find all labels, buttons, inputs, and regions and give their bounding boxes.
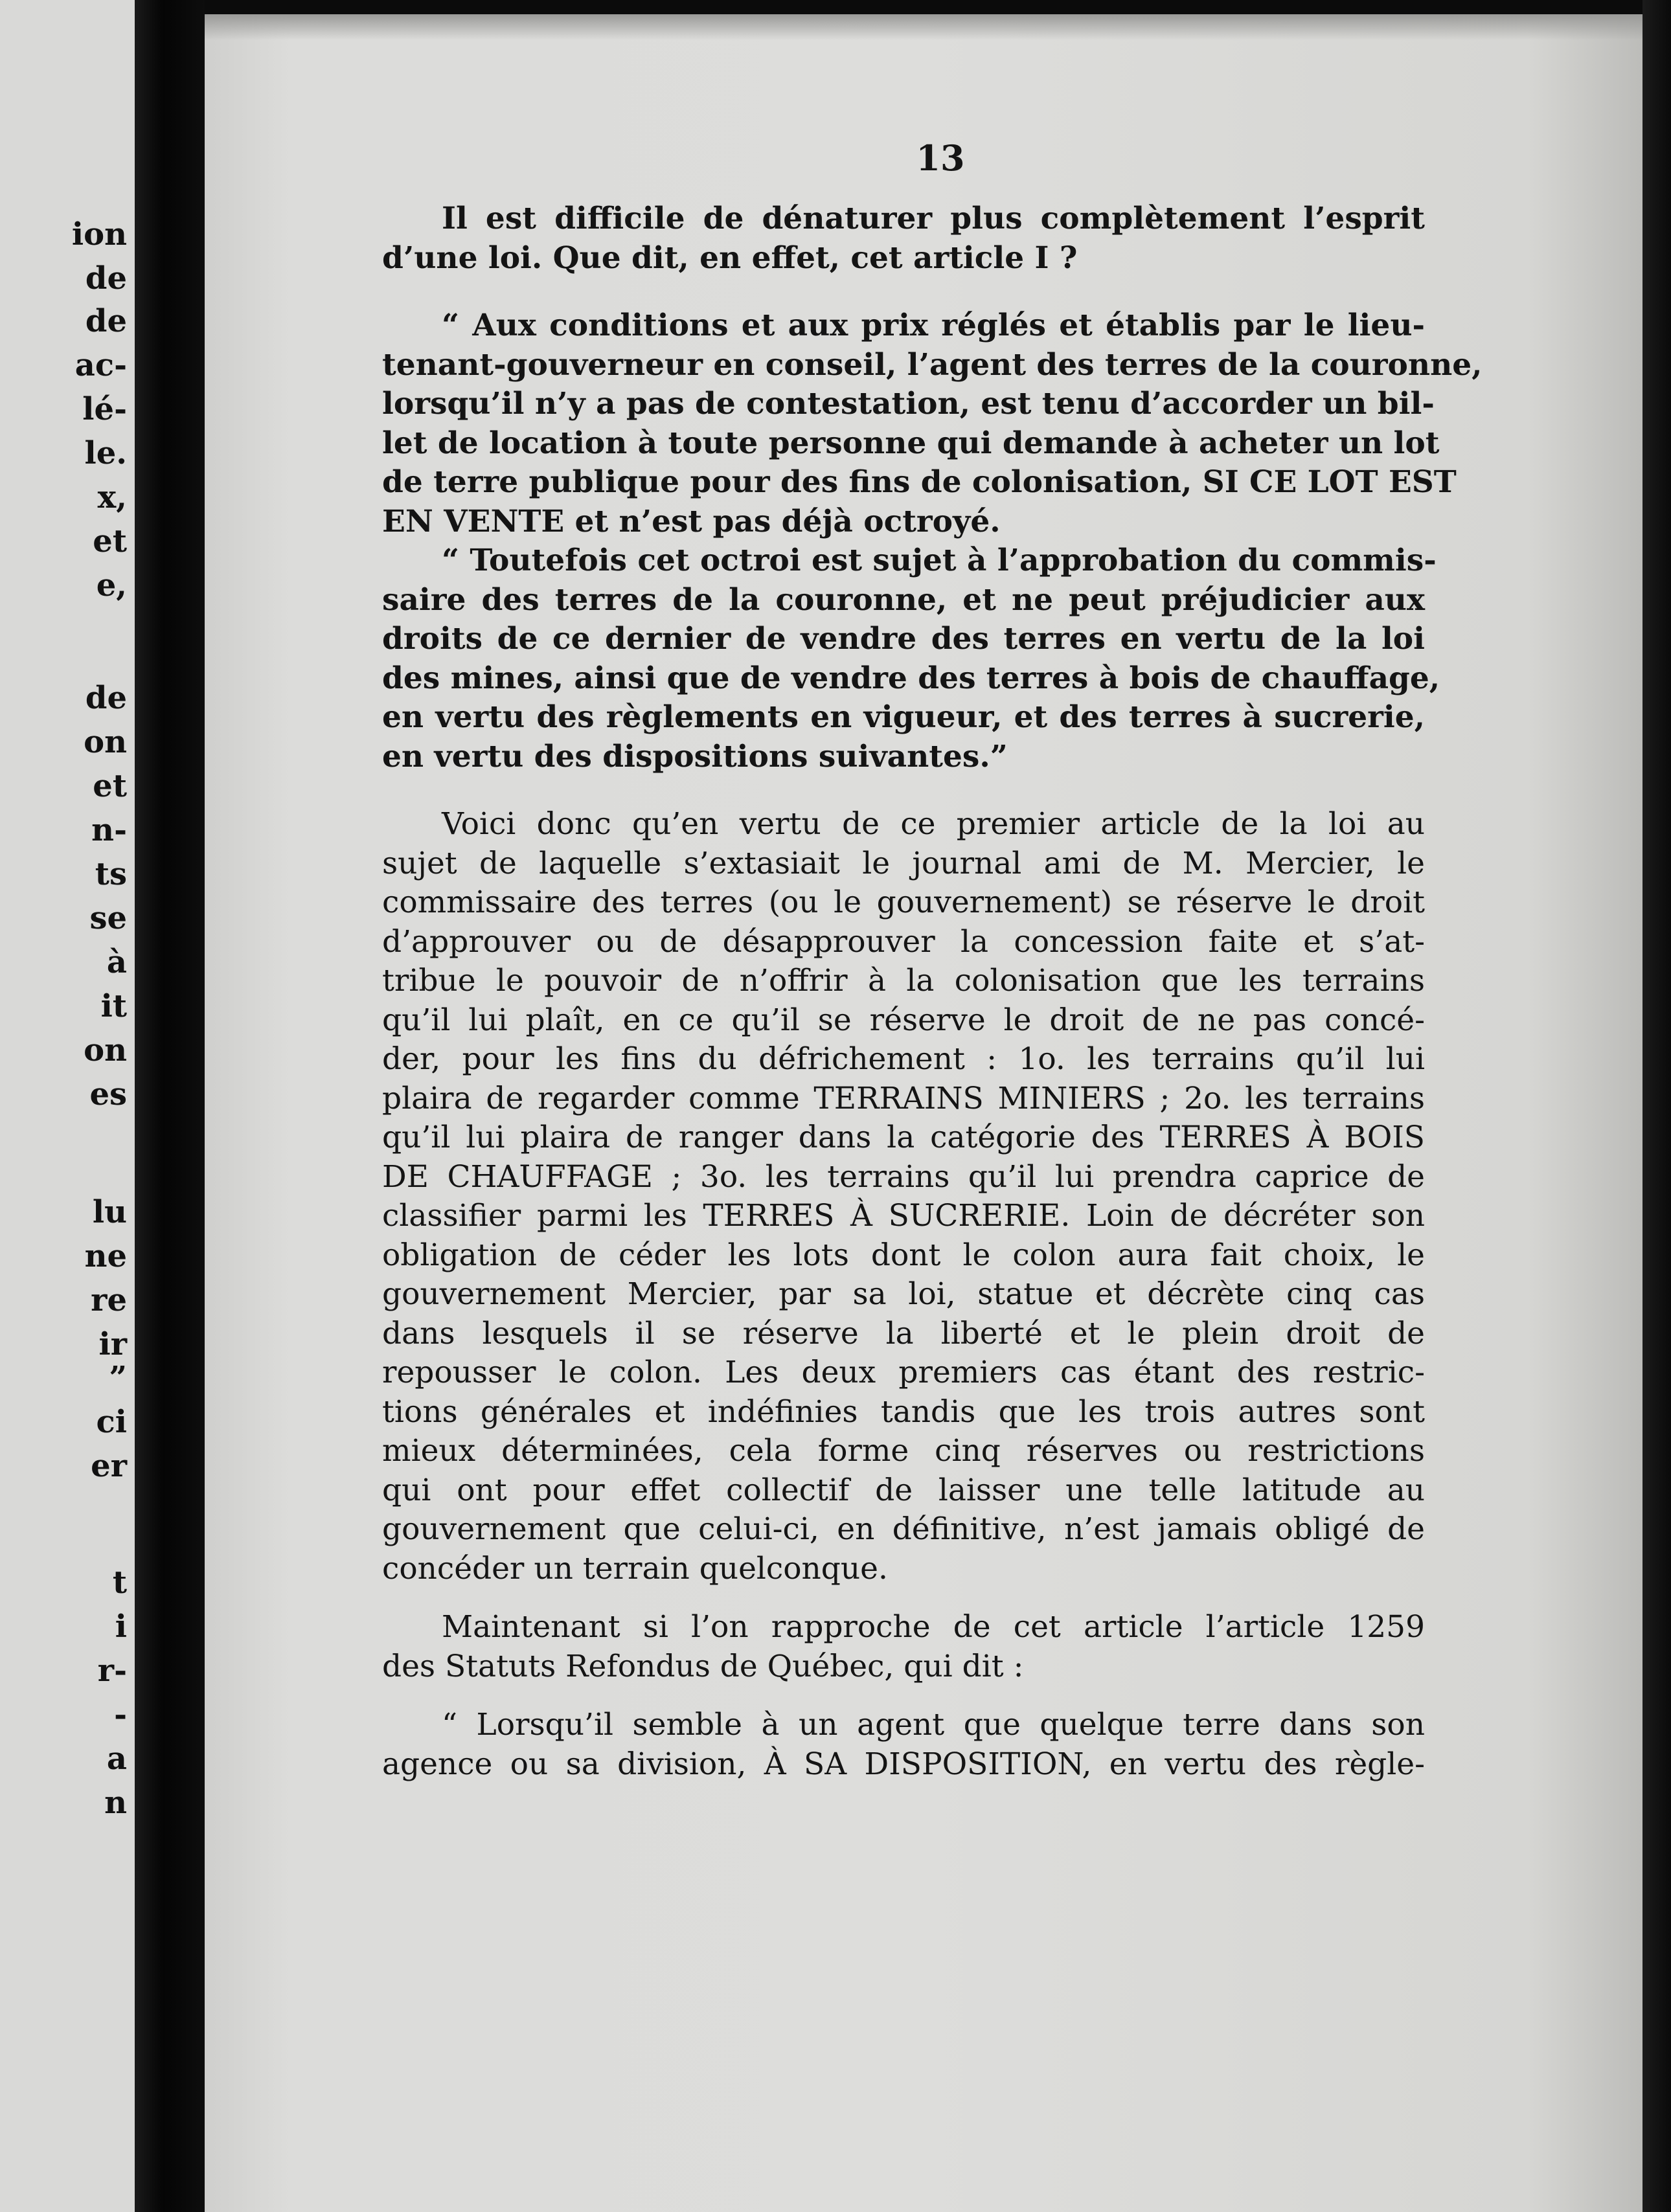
body-text — [382, 199, 1483, 1784]
text-line: mieux déterminées, cela forme cinq réserves ou restrictions — [382, 1433, 1425, 1469]
left-margin-fragment: r- — [97, 1653, 127, 1689]
paragraph-5 — [382, 1608, 1425, 1686]
text-line: qu’il lui plaira de ranger dans la catégorie des TERRES À BOIS — [382, 1120, 1425, 1155]
text-line: sujet de laquelle s’extasiait le journal ami de M. Mercier, le — [382, 845, 1425, 881]
left-margin-fragment: es — [89, 1076, 127, 1112]
text-line: DE CHAUFFAGE ; 3o. les terrains qu’il lui prendra caprice de — [382, 1158, 1425, 1195]
left-margin-fragment: lu — [92, 1194, 127, 1230]
text-line: lorsqu’il n’y a pas de contestation, est tenu d’accorder un bil- — [382, 386, 1435, 422]
left-margin-fragment: ts — [95, 856, 127, 892]
left-margin-fragment: et — [93, 523, 127, 559]
text-line: der, pour les fins du défrichement : 1o. les terrains qu’il lui — [382, 1041, 1425, 1077]
right-page-edge — [1643, 0, 1671, 2212]
left-margin-fragment: le. — [84, 435, 127, 471]
text-line: commissaire des terres (ou le gouvernement) se réserve le droit — [382, 885, 1425, 920]
text-line: EN VENTE et n’est pas déjà octroyé. — [382, 503, 1001, 539]
text-line: gouvernement Mercier, par sa loi, statue et décrète cinq cas — [382, 1276, 1425, 1312]
text-line: plaira de regarder comme TERRAINS MINIERS ; 2o. les terrains — [382, 1080, 1425, 1116]
text-line: Maintenant si l’on rapproche de cet article l’article 1259 — [442, 1609, 1425, 1645]
paragraph-1 — [382, 199, 1425, 278]
text-line: d’une loi. Que dit, en effet, cet article I ? — [382, 240, 1078, 276]
left-margin-fragment: t — [112, 1564, 127, 1601]
text-line: “ Lorsqu’il semble à un agent que quelque terre dans son — [442, 1707, 1425, 1743]
left-margin-fragment: e, — [96, 567, 127, 604]
left-margin-fragment: de — [85, 680, 127, 716]
left-margin-fragment: ion — [71, 216, 127, 253]
left-margin-fragment: se — [89, 900, 127, 936]
left-margin-fragment: de — [85, 260, 127, 297]
left-margin-fragment: ” — [109, 1360, 127, 1396]
text-line: tenant-gouverneur en conseil, l’agent des terres de la couronne, — [382, 346, 1483, 383]
left-margin-fragment: it — [100, 988, 127, 1024]
paragraph-6 — [382, 1706, 1425, 1784]
text-line: obligation de céder les lots dont le colon aura fait choix, le — [382, 1237, 1425, 1273]
book-gutter — [135, 0, 205, 2212]
left-margin-fragment: on — [84, 1032, 127, 1068]
paragraph-4 — [382, 805, 1425, 1588]
text-line: saire des terres de la couronne, et ne peut préjudicier aux — [382, 581, 1425, 618]
page-number: 13 — [916, 137, 965, 179]
left-margin-fragment: n — [104, 1785, 127, 1821]
left-margin-fragment: ac- — [74, 347, 127, 383]
left-margin-fragment: er — [91, 1448, 127, 1484]
text-line: dans lesquels il se réserve la liberté et le plein droit de — [382, 1315, 1425, 1351]
left-margin-fragment: re — [91, 1282, 127, 1318]
text-line: qui ont pour effet collectif de laisser une telle latitude au — [382, 1472, 1425, 1508]
text-line: “ Toutefois cet octroi est sujet à l’approbation du commis- — [442, 543, 1437, 578]
text-line: agence ou sa division, À SA DISPOSITION, en vertu des règle- — [382, 1746, 1425, 1782]
paragraph-2 — [382, 306, 1483, 541]
left-margin-fragment: ir — [98, 1326, 127, 1362]
text-line: Il est difficile de dénaturer plus complètement l’esprit — [442, 201, 1425, 236]
left-margin-fragment: lé- — [82, 391, 127, 427]
text-line: concéder un terrain quelconque. — [382, 1550, 888, 1586]
left-margin-fragment: x, — [97, 479, 127, 515]
text-line: droits de ce dernier de vendre des terres en vertu de la loi — [382, 621, 1425, 657]
text-line: let de location à toute personne qui demande à acheter un lot — [382, 425, 1440, 461]
text-line: de terre publique pour des fins de colonisation, SI CE LOT EST — [382, 464, 1457, 500]
text-line: tions générales et indéfinies tandis que les trois autres sont — [382, 1394, 1425, 1430]
text-line: tribue le pouvoir de n’offrir à la colonisation que les terrains — [382, 963, 1425, 999]
left-margin-fragment: a — [106, 1741, 127, 1777]
left-margin-fragment: de — [85, 303, 127, 339]
text-line: en vertu des règlements en vigueur, et des terres à sucrerie, — [382, 699, 1425, 735]
text-line: qu’il lui plaît, en ce qu’il se réserve le droit de ne pas concé- — [382, 1002, 1425, 1038]
text-line: des Statuts Refondus de Québec, qui dit : — [382, 1648, 1024, 1684]
text-line: “ Aux conditions et aux prix réglés et établis par le lieu- — [442, 308, 1425, 343]
text-line: des mines, ainsi que de vendre des terres à bois de chauffage, — [382, 660, 1440, 696]
text-line: d’approuver ou de désapprouver la concession faite et s’at- — [382, 923, 1425, 960]
left-margin-fragment: ci — [96, 1404, 127, 1440]
paragraph-3 — [382, 541, 1440, 776]
text-line: en vertu des dispositions suivantes.” — [382, 738, 1008, 774]
text-line: gouvernement que celui-ci, en définitive, n’est jamais obligé de — [382, 1511, 1425, 1547]
left-margin-fragment: et — [93, 768, 127, 804]
left-margin-fragment: à — [106, 944, 127, 980]
text-line: classifier parmi les TERRES À SUCRERIE. Loin de décréter son — [382, 1198, 1425, 1234]
text-line: Voici donc qu’en vertu de ce premier article de la loi au — [442, 806, 1425, 842]
text-line: repousser le colon. Les deux premiers cas étant des restric- — [382, 1355, 1425, 1390]
left-margin-fragment: n- — [91, 812, 127, 848]
left-margin-fragment: ne — [84, 1238, 127, 1274]
left-margin-fragment: on — [84, 724, 127, 760]
left-margin-fragment: - — [114, 1697, 127, 1733]
left-margin-fragment: i — [115, 1608, 127, 1645]
left-page-fragment — [0, 0, 135, 2212]
